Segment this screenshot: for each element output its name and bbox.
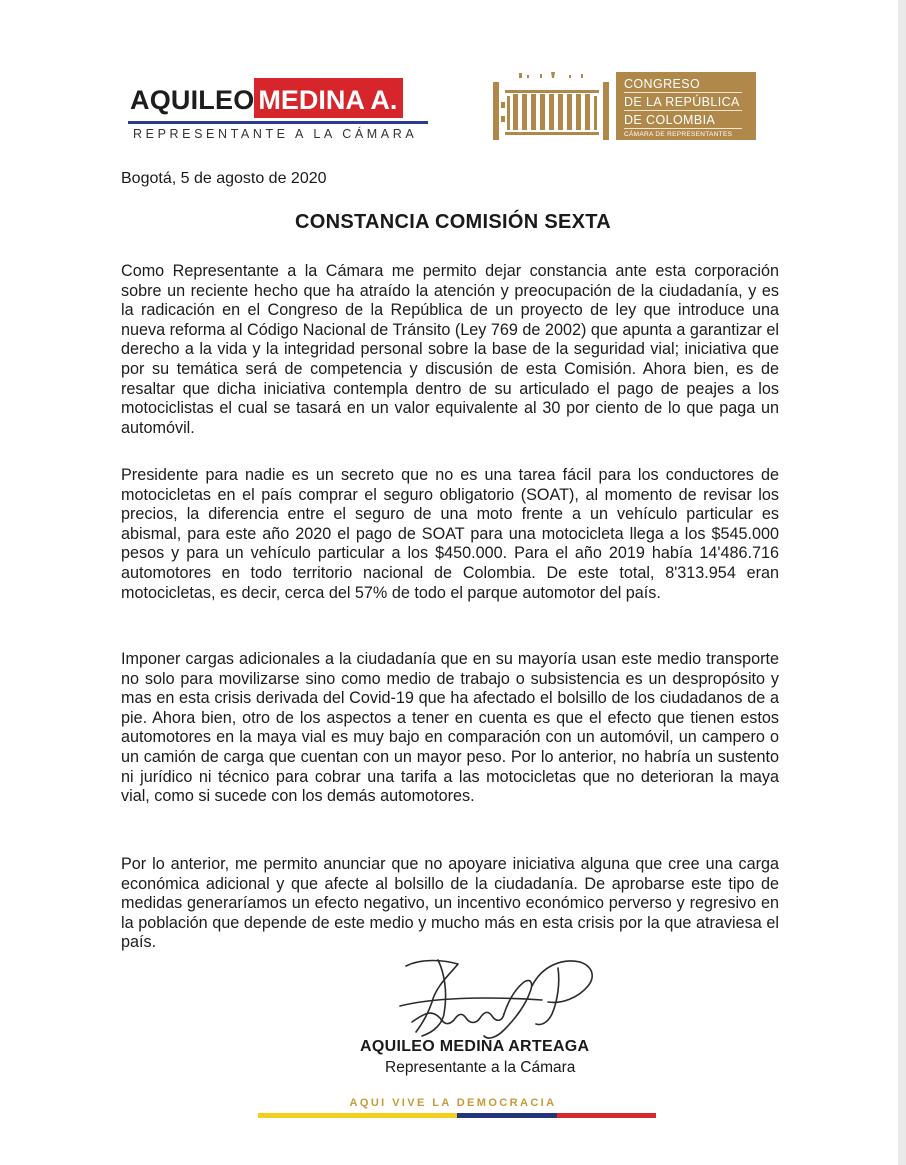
brand-logo xyxy=(130,78,403,118)
signatory-name: AQUILEO MEDINA ARTEAGA xyxy=(360,1038,590,1055)
brand-last-name: MEDINA A. xyxy=(254,78,403,118)
congreso-label-box xyxy=(616,72,756,140)
congreso-line-3: DE COLOMBIA xyxy=(624,113,716,127)
flag-yellow xyxy=(258,1113,457,1118)
capitol-icon xyxy=(493,70,613,142)
congreso-line-1: CONGRESO xyxy=(624,77,701,91)
footer-motto: AQUI VIVE LA DEMOCRACIA xyxy=(349,1097,557,1109)
brand-subtitle: REPRESENTANTE A LA CÁMARA xyxy=(133,127,418,141)
flag-blue xyxy=(457,1113,557,1118)
letter-date: Bogotá, 5 de agosto de 2020 xyxy=(121,170,327,187)
body-paragraph: Por lo anterior, me permito anunciar que no apoyare iniciativa alguna que cree una carga económica adicional y que afecte al bolsillo de la ciudadanía. De aprobarse este tipo de medidas generaríamos un efecto negativo, un incentivo económico perverso y regresivo en la población que depende de este medio y mucho más en esta crisis por la que atraviesa el país. xyxy=(121,855,779,952)
colombia-flag-stripe xyxy=(258,1113,656,1118)
scan-edge xyxy=(898,0,906,1165)
body-paragraph: Como Representante a la Cámara me permito dejar constancia ante esta corporación sobre un reciente hecho que ha atraído la atención y preocupación de la ciudadanía, y es la radicación en el Congreso de la República de un proyecto de ley que introduce una nueva reforma al Código Nacional de Tránsito (Ley 769 de 2002) que apunta a garantizar el derecho a la vida y la integridad personal sobre la base de la seguridad vial; iniciativa que por su temática será de competencia y discusión de esta Comisión. Ahora bien, es de resaltar que dicha iniciativa contempla dentro de su articulado el pago de peajes a los motociclistas el cual se tasará en un valor equivalente al 30 por ciento de lo que paga un automóvil. xyxy=(121,262,779,437)
congreso-divider xyxy=(624,110,742,111)
brand-first-name: AQUILEO xyxy=(130,85,255,115)
brand-underline xyxy=(128,121,428,124)
signatory-role: Representante a la Cámara xyxy=(385,1059,576,1076)
body-paragraph: Presidente para nadie es un secreto que no es una tarea fácil para los conductores de motocicletas en el país comprar el seguro obligatorio (SOAT), al momento de revisar los precios, la diferencia entre el seguro de una moto frente a un vehículo particular es abismal, para este año 2020 el pago de SOAT para una motocicleta llega a los $545.000 pesos y para un vehículo particular a los $450.000. Para el año 2019 había 14'486.716 automotores en todo territorio nacional de Colombia. De este total, 8'313.954 eran motocicletas, es decir, cerca del 57% de todo el parque automotor del país. xyxy=(121,466,779,602)
congreso-logo xyxy=(493,70,763,142)
body-paragraph: Imponer cargas adicionales a la ciudadanía que en su mayoría usan este medio transporte no solo para movilizarse sino como medio de trabajo o subsistencia es un despropósito y mas en esta crisis derivada del Covid-19 que ha afectado el bolsillo de los ciudadanos de a pie. Ahora bien, otro de los aspectos a tener en cuenta es que el efecto que tienen estos automotores en la maya vial es muy bajo en comparación con un automóvil, un campero o un camión de carga que cuentan con un mayor peso. Por lo anterior, no habría un sustento ni jurídico ni técnico para cobrar una tarifa a las motocicletas que no deterioran la maya vial, como si sucede con los demás automotores. xyxy=(121,650,779,806)
document-title: CONSTANCIA COMISIÓN SEXTA xyxy=(294,211,612,233)
congreso-divider xyxy=(624,128,742,129)
congreso-divider xyxy=(624,92,742,93)
congreso-line-2: DE LA REPÚBLICA xyxy=(624,95,740,109)
congreso-small-text: CÁMARA DE REPRESENTANTES xyxy=(624,131,733,138)
flag-red xyxy=(557,1113,657,1118)
handwritten-signature xyxy=(392,952,612,1042)
